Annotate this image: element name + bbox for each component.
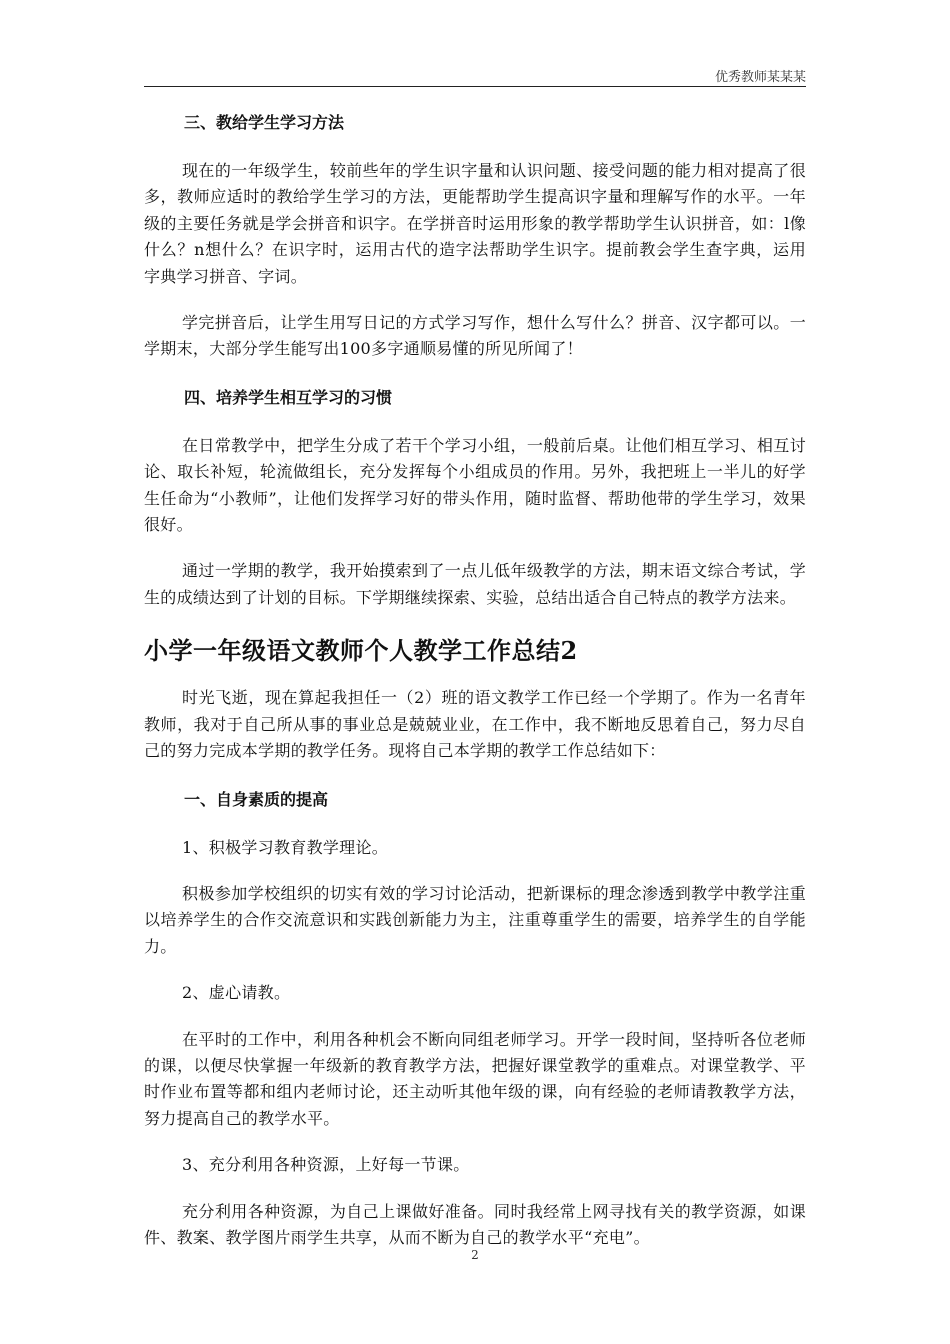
paragraph: 在日常教学中，把学生分成了若干个学习小组，一般前后桌。让他们相互学习、相互讨论、取长补短，轮流做组长，充分发挥每个小组成员的作用。另外，我把班上一半儿的好学生任命为“小教师”，让他们发挥学习好的带头作用，随时监督、帮助他带的学生学习，效果很好。 <box>144 435 806 535</box>
section-heading-1: 一、自身素质的提高 <box>184 789 329 809</box>
subheading: 1、积极学习教育教学理论。 <box>182 837 389 857</box>
paragraph: 充分利用各种资源，为自己上课做好准备。同时我经常上网寻找有关的教学资源，如课件、教案、教学图片雨学生共享，从而不断为自己的教学水平“充电”。 <box>144 1201 806 1247</box>
page-number: 2 <box>471 1248 479 1262</box>
paragraph: 时光飞逝，现在算起我担任一（2）班的语文教学工作已经一个学期了。作为一名青年教师，我对于自己所从事的事业总是兢兢业业，在工作中，我不断地反思着自己，努力尽自己的努力完成本学期的教学任务。现将自己本学期的教学工作总结如下： <box>144 688 806 761</box>
paragraph: 通过一学期的教学，我开始摸索到了一点儿低年级教学的方法，期末语文综合考试，学生的成绩达到了计划的目标。下学期继续探索、实验，总结出适合自己特点的教学方法来。 <box>144 561 806 607</box>
paragraph: 在平时的工作中，利用各种机会不断向同组老师学习。开学一段时间，坚持听各位老师的课，以便尽快掌握一年级新的教育教学方法，把握好课堂教学的重难点。对课堂教学、平时作业布置等都和组内老师讨论，还主动听其他年级的课，向有经验的老师请教教学方法，努力提高自己的教学水平。 <box>144 1029 806 1128</box>
subheading: 3、充分利用各种资源，上好每一节课。 <box>182 1155 470 1175</box>
header-author: 优秀教师某某某 <box>714 70 806 85</box>
paragraph: 积极参加学校组织的切实有效的学习讨论活动，把新课标的理念渗透到教学中教学注重以培养学生的合作交流意识和实践创新能力为主，注重尊重学生的需要，培养学生的自学能力。 <box>144 883 806 956</box>
section-heading-4: 四、培养学生相互学习的习惯 <box>184 387 393 407</box>
section-heading-3: 三、教给学生学习方法 <box>184 113 345 132</box>
paragraph: 学完拼音后，让学生用写日记的方式学习写作，想什么写什么？拼音、汉字都可以。一学期末，大部分学生能写出100多字通顺易懂的所见所闻了！ <box>144 313 806 359</box>
page-header <box>144 62 806 87</box>
subheading: 2、虚心请教。 <box>182 983 291 1003</box>
article-title: 小学一年级语文教师个人教学工作总结2 <box>144 636 578 666</box>
document-body <box>144 108 806 1271</box>
paragraph: 现在的一年级学生，较前些年的学生识字量和认识问题、接受问题的能力相对提高了很多，教师应适时的教给学生学习的方法，更能帮助学生提高识字量和理解写作的水平。一年级的主要任务就是学会拼音和识字。在学拼音时运用形象的教学帮助学生认识拼音，如：l像什么？n想什么？在识字时，运用古代的造字法帮助学生识字。提前教会学生查字典，运用字典学习拼音、字词。 <box>144 161 806 286</box>
